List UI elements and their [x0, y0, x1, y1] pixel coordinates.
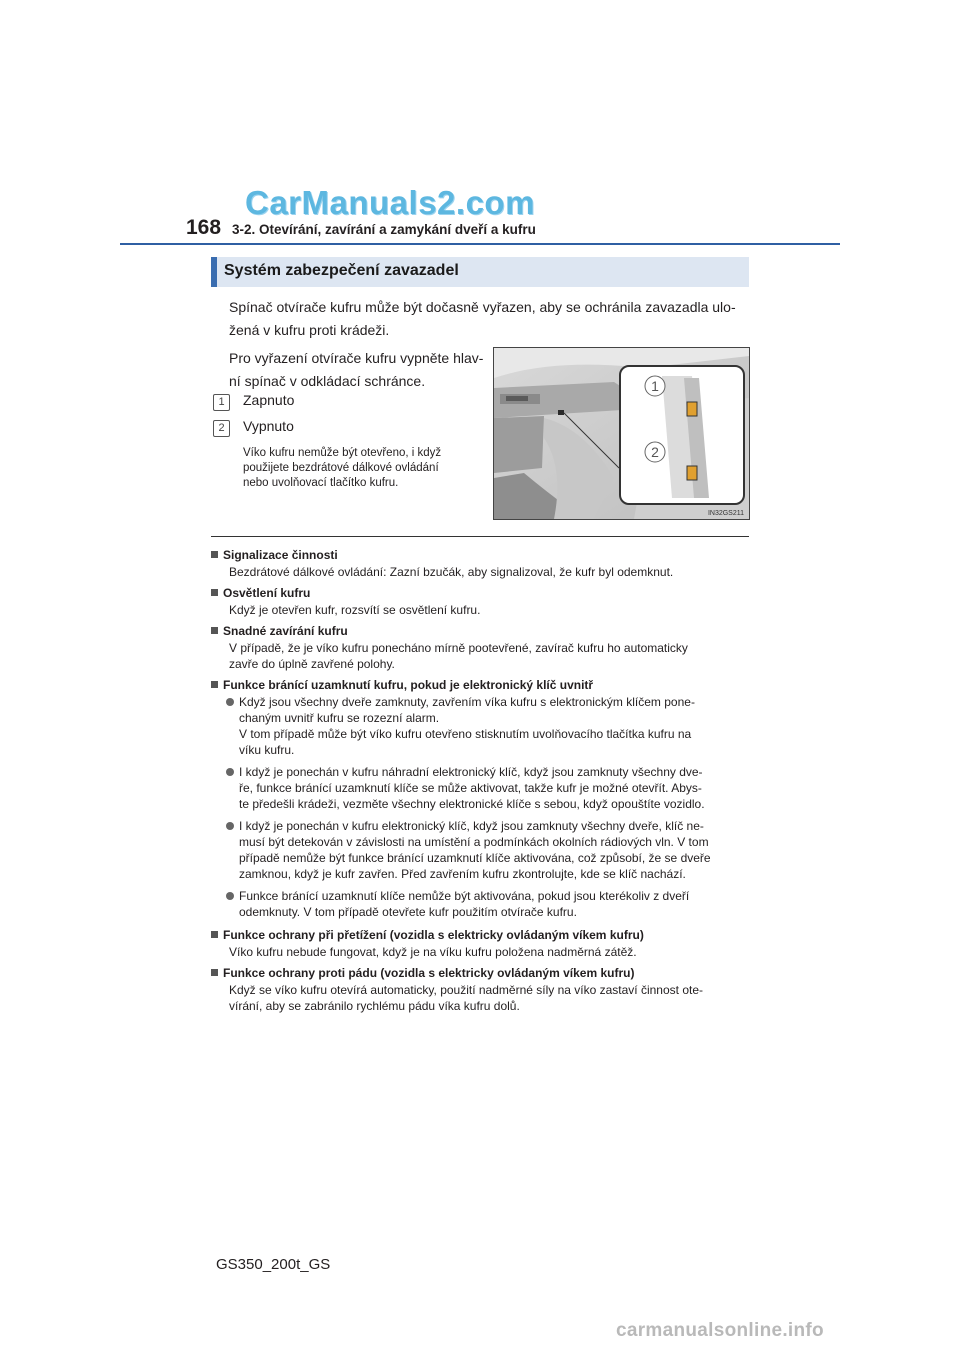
note-text-line: Když je otevřen kufr, rozsvítí se osvětlení kufru.	[229, 603, 481, 617]
note-line: použijete bezdrátové dálkové ovládání	[243, 462, 439, 474]
note-heading-lock-prevention: Funkce bránící uzamknutí kufru, pokud je elektronický klíč uvnitř	[211, 676, 751, 694]
instruction-line: ní spínač v odkládací schránce.	[229, 373, 426, 389]
item-label-on: Zapnuto	[243, 392, 295, 408]
intro-paragraph	[229, 296, 749, 342]
bullet-line: víku kufru.	[239, 743, 295, 757]
note-text-line: Bezdrátové dálkové ovládání: Zazní bzučák, aby signalizoval, že kufr byl odemknut.	[229, 565, 674, 579]
bullet-line: ře, funkce bránící uzamknutí klíče se může aktivovat, takže kufr je možné otevřít. Abys-	[239, 781, 702, 795]
note-text-line: Víko kufru nebude fungovat, když je na víku kufru položena nadměrná zátěž.	[229, 945, 637, 959]
note-heading-signalization: Signalizace činnosti	[211, 546, 751, 564]
watermark-bottom: carmanualsonline.info	[616, 1320, 824, 1341]
note-line: nebo uvolňovací tlačítko kufru.	[243, 477, 399, 489]
bullet-item	[211, 694, 751, 758]
callout-2: 2	[651, 444, 659, 460]
item-number-1: 1	[213, 394, 230, 411]
bullet-line: I když je ponechán v kufru elektronický klíč, když jsou zamknuty všechny dveře, klíč ne-	[239, 819, 704, 833]
instruction-line: Pro vyřazení otvírače kufru vypněte hlav-	[229, 350, 484, 366]
note-text	[211, 564, 751, 580]
note-heading-easy-close: Snadné zavírání kufru	[211, 622, 751, 640]
figure-code: IN32GS211	[707, 510, 744, 517]
item-number-2: 2	[213, 420, 230, 437]
note-heading-lighting: Osvětlení kufru	[211, 584, 751, 602]
note-text	[211, 944, 751, 960]
glovebox-switch-illustration	[493, 347, 750, 520]
note-text	[211, 640, 751, 672]
note-text-line: vírání, aby se zabránilo rychlému pádu víka kufru dolů.	[229, 999, 520, 1013]
note-heading-fall-protection: Funkce ochrany proti pádu (vozidla s elektricky ovládaným víkem kufru)	[211, 964, 751, 982]
intro-line: žená v kufru proti krádeži.	[229, 322, 390, 338]
instruction-paragraph	[229, 347, 491, 393]
bullet-line: musí být detekován v závislosti na umístění a podmínkách okolních rádiových vln. V tom	[239, 835, 709, 849]
section-separator	[211, 536, 749, 537]
bullet-line: Když jsou všechny dveře zamknuty, zavřením víka kufru s elektronickým klíčem pone-	[239, 695, 695, 709]
bullet-line: zamknou, když je kufr zavřen. Před zavřením kufru zkontrolujte, kde se klíč nachází.	[239, 867, 686, 881]
section-title: Systém zabezpečení zavazadel	[224, 262, 459, 279]
bullet-line: Funkce bránící uzamknutí klíče nemůže být aktivována, pokud jsou kterékoliv z dveří	[239, 889, 690, 903]
bullet-item	[211, 888, 751, 920]
bullet-line: odemknuty. V tom případě otevřete kufr použitím otvírače kufru.	[239, 905, 577, 919]
bullet-line: případě nemůže být funkce bránící uzamknutí klíče aktivována, což způsobí, že se dveře	[239, 851, 711, 865]
item-label-off: Vypnuto	[243, 418, 294, 434]
chapter-title: 3-2. Otevírání, zavírání a zamykání dveří a kufru	[232, 222, 536, 237]
item-note	[243, 446, 478, 491]
notes-list	[211, 544, 751, 1018]
bullet-line: I když je ponechán v kufru náhradní elektronický klíč, když jsou zamknuty všechny dve-	[239, 765, 703, 779]
note-text-line: zavře do úplně zavřené polohy.	[229, 657, 395, 671]
note-text	[211, 982, 751, 1014]
bullet-line: V tom případě může být víko kufru otevřeno stisknutím uvolňovacího tlačítka kufru na	[239, 727, 692, 741]
note-text-line: V případě, že je víko kufru ponecháno mírně pootevřené, zavírač kufru ho automaticky	[229, 641, 688, 655]
illustration-svg	[494, 348, 749, 519]
bullet-line: te předešli krádeži, vezměte všechny elektronické klíče s sebou, když opouštíte vozidlo.	[239, 797, 705, 811]
note-text	[211, 602, 751, 618]
note-text-line: Když se víko kufru otevírá automaticky, použití nadměrné síly na víko zastaví činnost ote-	[229, 983, 703, 997]
intro-line: Spínač otvírače kufru může být dočasně vyřazen, aby se ochránila zavazadla ulo-	[229, 299, 736, 315]
bullet-item	[211, 818, 751, 882]
callout-1: 1	[651, 378, 659, 394]
note-line: Víko kufru nemůže být otevřeno, i když	[243, 447, 442, 459]
note-heading-overload: Funkce ochrany při přetížení (vozidla s elektricky ovládaným víkem kufru)	[211, 926, 751, 944]
watermark-logo-top: CarManuals2.com	[245, 184, 535, 221]
page-number: 168	[186, 216, 222, 239]
bullet-item	[211, 764, 751, 812]
bullet-line: chaným uvnitř kufru se rozezní alarm.	[239, 711, 440, 725]
header-rule	[120, 243, 840, 245]
footer-model: GS350_200t_GS	[216, 1256, 331, 1273]
